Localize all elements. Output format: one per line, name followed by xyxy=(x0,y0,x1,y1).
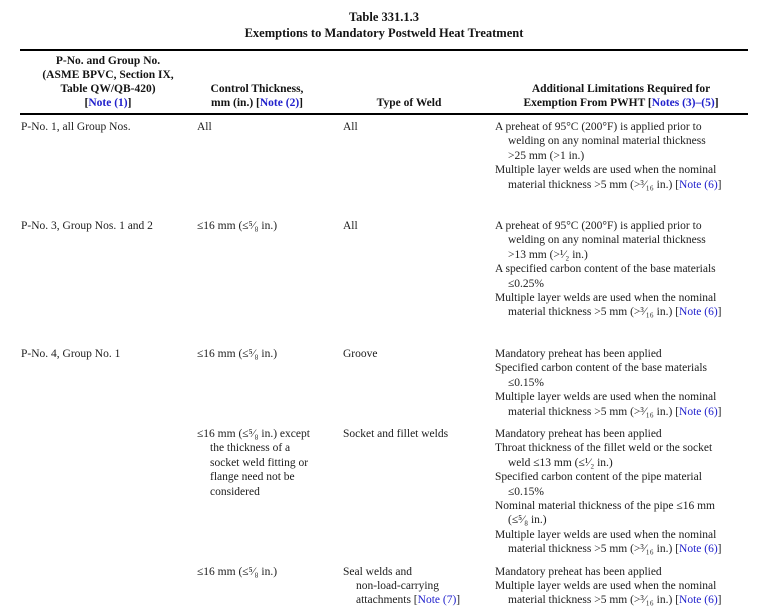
text-run: mm (in.) [ xyxy=(211,97,260,109)
text-line xyxy=(343,120,494,134)
text-run: [ xyxy=(84,97,89,109)
cell-thickness xyxy=(196,347,342,419)
text-run: attachments [ xyxy=(356,594,418,607)
text-line xyxy=(495,149,748,163)
paragraph xyxy=(495,499,748,528)
text-run: Multiple layer welds are used when the nominal xyxy=(495,579,717,592)
paragraph xyxy=(495,347,748,361)
text-line xyxy=(343,219,494,233)
table-body xyxy=(20,120,748,608)
text-run: P-No. 4, Group No. 1 xyxy=(21,347,121,360)
text-line xyxy=(21,347,196,361)
cell-pno xyxy=(20,427,196,557)
text-run: Groove xyxy=(343,347,378,360)
paragraph xyxy=(343,565,494,608)
note-link[interactable]: Note (6) xyxy=(679,594,718,607)
text-run: Control Thickness, xyxy=(210,83,304,95)
text-line xyxy=(343,579,494,593)
text-run: ] xyxy=(714,97,719,109)
text-line xyxy=(495,390,748,404)
text-run: (≤⁵⁄₈ in.) xyxy=(508,514,547,527)
text-line xyxy=(197,347,342,361)
text-run: All xyxy=(343,121,358,133)
text-line xyxy=(495,593,748,607)
text-run: >13 mm (>¹⁄₂ in.) xyxy=(508,248,588,261)
cell-type-of-weld xyxy=(342,565,494,608)
text-run: ≤0.25% xyxy=(508,277,545,290)
text-run: material thickness >5 mm (>³⁄₁₆ in.) [ xyxy=(508,306,680,319)
text-run: material thickness >5 mm (>³⁄₁₆ in.) [ xyxy=(508,178,680,191)
text-line xyxy=(495,163,748,177)
paragraph xyxy=(197,565,342,579)
paragraph xyxy=(20,82,196,96)
text-line xyxy=(495,376,748,390)
text-run: ] xyxy=(299,97,303,109)
paragraph xyxy=(20,54,196,68)
paragraph xyxy=(21,219,196,233)
text-line xyxy=(20,96,196,110)
cell-pno xyxy=(20,347,196,419)
text-line xyxy=(495,485,748,499)
text-line xyxy=(196,96,318,110)
text-run: ≤16 mm (≤⁵⁄₈ in.) xyxy=(197,220,278,233)
note-link[interactable]: Notes (3)–(5) xyxy=(651,97,715,109)
paragraph xyxy=(343,427,494,441)
text-run: (ASME BPVC, Section IX, xyxy=(42,69,174,81)
text-line xyxy=(495,405,748,419)
table-title-block xyxy=(0,0,768,41)
text-run: Mandatory preheat has been applied xyxy=(495,427,662,440)
text-run: socket weld fitting or xyxy=(210,456,309,469)
note-link[interactable]: Note (2) xyxy=(259,97,300,109)
text-line xyxy=(197,441,342,455)
table-header-row xyxy=(20,49,748,115)
cell-type-of-weld xyxy=(342,427,494,557)
text-line xyxy=(20,82,196,96)
text-run: A preheat of 95°C (200°F) is applied prior to xyxy=(495,121,702,133)
text-line xyxy=(342,96,476,110)
paragraph xyxy=(495,219,748,262)
text-run: welding on any nominal material thickness xyxy=(508,234,706,247)
text-line xyxy=(495,361,748,375)
paragraph xyxy=(495,565,748,579)
text-run: ≤16 mm (≤⁵⁄₈ in.) except xyxy=(197,427,310,440)
text-line xyxy=(495,347,748,361)
text-run: Mandatory preheat has been applied xyxy=(495,347,662,360)
text-run: Mandatory preheat has been applied xyxy=(495,565,662,578)
note-link[interactable]: Note (6) xyxy=(679,306,718,319)
text-run: Specified carbon content of the pipe material xyxy=(495,471,702,484)
text-line xyxy=(343,347,494,361)
paragraph xyxy=(495,441,748,470)
table-row xyxy=(20,120,748,192)
text-line xyxy=(197,470,342,484)
text-line xyxy=(20,54,196,68)
table-row xyxy=(20,565,748,608)
text-line xyxy=(495,427,748,441)
text-line xyxy=(196,82,318,96)
text-run: Seal welds and xyxy=(343,565,412,578)
text-line xyxy=(495,542,748,556)
text-run: weld ≤13 mm (≤¹⁄₂ in.) xyxy=(508,456,613,469)
note-link[interactable]: Note (7) xyxy=(417,594,457,607)
text-run: ] xyxy=(717,306,722,319)
text-line xyxy=(495,248,748,262)
exemptions-table xyxy=(20,49,748,608)
paragraph xyxy=(196,96,318,110)
note-link[interactable]: Note (6) xyxy=(679,543,718,556)
cell-type-of-weld xyxy=(342,347,494,419)
text-run: P-No. and Group No. xyxy=(55,55,161,67)
text-line xyxy=(495,470,748,484)
note-link[interactable]: Note (6) xyxy=(679,178,718,191)
col-header-pno-group xyxy=(20,54,196,110)
paragraph xyxy=(495,528,748,557)
text-line xyxy=(495,262,748,276)
cell-limitations xyxy=(494,120,748,192)
text-run: A preheat of 95°C (200°F) is applied prior to xyxy=(495,220,702,233)
text-line xyxy=(21,120,196,134)
text-line xyxy=(495,565,748,579)
text-line xyxy=(343,427,494,441)
cell-type-of-weld xyxy=(342,120,494,192)
text-run: Nominal material thickness of the pipe ≤16 mm xyxy=(495,499,715,512)
text-line xyxy=(197,427,342,441)
paragraph xyxy=(343,347,494,361)
text-line xyxy=(495,305,748,319)
text-line xyxy=(495,178,748,192)
col-header-control-thickness xyxy=(196,82,342,110)
paragraph xyxy=(495,163,748,192)
paragraph xyxy=(495,427,748,441)
text-line xyxy=(495,456,748,470)
cell-thickness xyxy=(196,219,342,320)
text-line xyxy=(495,219,748,233)
cell-thickness xyxy=(196,565,342,608)
cell-pno xyxy=(20,120,196,192)
paragraph xyxy=(495,291,748,320)
text-run: ] xyxy=(717,178,722,191)
text-run: Type of Weld xyxy=(376,97,442,109)
cell-limitations xyxy=(494,347,748,419)
text-line xyxy=(21,219,196,233)
text-line xyxy=(343,593,494,607)
paragraph xyxy=(21,347,196,361)
text-run: Multiple layer welds are used when the nominal xyxy=(495,391,717,404)
text-run: Table QW/QB-420) xyxy=(60,83,156,95)
col-header-additional-limitations xyxy=(494,82,748,110)
table-row xyxy=(20,427,748,557)
text-line xyxy=(20,68,196,82)
paragraph xyxy=(342,96,476,110)
text-run: Multiple layer welds are used when the nominal xyxy=(495,292,717,305)
paragraph xyxy=(343,219,494,233)
paragraph xyxy=(495,120,748,163)
text-line xyxy=(494,96,748,110)
text-run: ≤16 mm (≤⁵⁄₈ in.) xyxy=(197,565,278,578)
text-run: the thickness of a xyxy=(210,442,291,455)
col-header-type-of-weld xyxy=(342,96,494,110)
text-run: non-load-carrying xyxy=(356,579,440,592)
paragraph xyxy=(495,361,748,390)
cell-limitations xyxy=(494,427,748,557)
paragraph xyxy=(343,120,494,134)
paragraph xyxy=(197,347,342,361)
text-line xyxy=(197,485,342,499)
text-line xyxy=(495,233,748,247)
text-run: ≤16 mm (≤⁵⁄₈ in.) xyxy=(197,347,278,360)
cell-type-of-weld xyxy=(342,219,494,320)
paragraph xyxy=(494,96,748,110)
table-row xyxy=(20,219,748,320)
paragraph xyxy=(494,82,748,96)
table-row xyxy=(20,347,748,419)
text-line xyxy=(494,82,748,96)
text-line xyxy=(495,134,748,148)
paragraph xyxy=(495,262,748,291)
paragraph xyxy=(196,82,318,96)
cell-pno xyxy=(20,565,196,608)
table-name-title: Exemptions to Mandatory Postweld Heat Treatment xyxy=(244,26,524,40)
paragraph xyxy=(495,579,748,608)
text-line xyxy=(495,579,748,593)
text-run: All xyxy=(343,220,358,233)
cell-thickness xyxy=(196,120,342,192)
text-run: considered xyxy=(210,485,260,498)
text-line xyxy=(495,441,748,455)
text-line xyxy=(495,528,748,542)
paragraph xyxy=(197,120,342,134)
text-run: ] xyxy=(456,594,461,607)
text-run: welding on any nominal material thickness xyxy=(508,135,706,148)
text-run: Throat thickness of the fillet weld or the socket xyxy=(495,442,713,455)
note-link[interactable]: Note (6) xyxy=(679,405,718,418)
text-run: ] xyxy=(127,97,132,109)
text-line xyxy=(197,456,342,470)
text-run: ] xyxy=(717,543,722,556)
text-line xyxy=(197,219,342,233)
text-run: material thickness >5 mm (>³⁄₁₆ in.) [ xyxy=(508,405,680,418)
paragraph xyxy=(197,427,342,499)
text-run: Additional Limitations Required for xyxy=(531,83,711,95)
paragraph xyxy=(495,470,748,499)
text-run: A specified carbon content of the base materials xyxy=(495,263,716,276)
text-run: P-No. 1, all Group Nos. xyxy=(21,121,131,133)
paragraph xyxy=(20,96,196,110)
text-run: ] xyxy=(717,594,722,607)
text-run: Multiple layer welds are used when the nominal xyxy=(495,528,717,541)
text-run: Specified carbon content of the base materials xyxy=(495,362,708,375)
cell-limitations xyxy=(494,565,748,608)
text-run: Socket and fillet welds xyxy=(343,427,449,440)
text-run: ] xyxy=(717,405,722,418)
table-number-title: Table 331.1.3 xyxy=(348,10,420,24)
cell-pno xyxy=(20,219,196,320)
text-line xyxy=(495,277,748,291)
paragraph xyxy=(21,120,196,134)
cell-limitations xyxy=(494,219,748,320)
cell-thickness xyxy=(196,427,342,557)
text-run: ≤0.15% xyxy=(508,485,545,498)
text-run: >25 mm (>1 in.) xyxy=(508,149,585,162)
text-run: material thickness >5 mm (>³⁄₁₆ in.) [ xyxy=(508,594,680,607)
text-run: flange need not be xyxy=(210,471,295,484)
text-line xyxy=(197,565,342,579)
text-run: Multiple layer welds are used when the nominal xyxy=(495,164,717,177)
text-run: All xyxy=(197,121,212,133)
text-run: material thickness >5 mm (>³⁄₁₆ in.) [ xyxy=(508,543,680,556)
text-run: P-No. 3, Group Nos. 1 and 2 xyxy=(21,220,153,233)
paragraph xyxy=(197,219,342,233)
text-line xyxy=(495,499,748,513)
paragraph xyxy=(20,68,196,82)
text-line xyxy=(495,513,748,527)
text-run: ≤0.15% xyxy=(508,376,545,389)
paragraph xyxy=(495,390,748,419)
text-line xyxy=(495,291,748,305)
note-link[interactable]: Note (1) xyxy=(88,97,128,109)
text-line xyxy=(343,565,494,579)
text-run: Exemption From PWHT [ xyxy=(523,97,652,109)
text-line xyxy=(197,120,342,134)
text-line xyxy=(495,120,748,134)
